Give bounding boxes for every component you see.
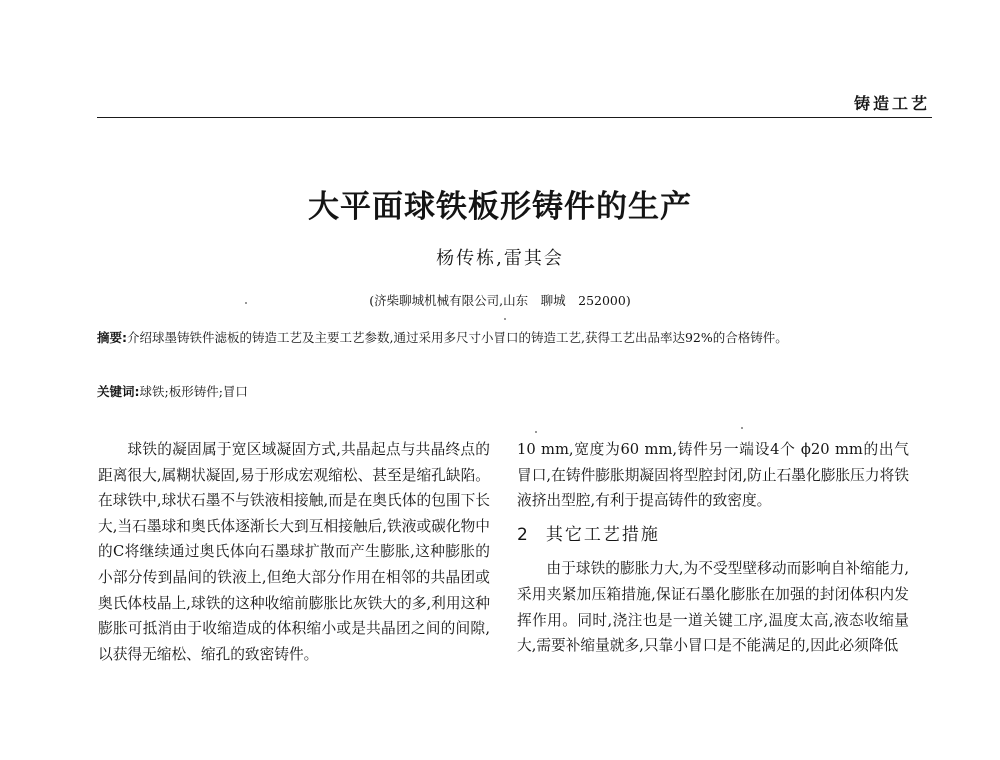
body-column-right	[517, 437, 909, 659]
section-title: 其它工艺措施	[545, 524, 660, 545]
article-title: 大平面球铁板形铸件的生产	[308, 189, 692, 225]
body-paragraph-continued: 10 mm,宽度为60 mm,铸件另一端设4个 ϕ20 mm的出气冒口,在铸件膨胀期凝固将型腔封闭,防止石墨化膨胀压力将铁液挤出型腔,有利于提高铸件的致密度。	[517, 441, 909, 510]
keywords-label: 关键词:	[97, 384, 140, 399]
journal-section-header: 铸造工艺	[853, 94, 930, 113]
keywords	[97, 382, 932, 402]
section-heading	[517, 523, 909, 549]
keywords-text: 球铁;板形铸件;冒口	[139, 384, 248, 399]
abstract-label: 摘要:	[97, 330, 127, 345]
body-paragraph: 由于球铁的膨胀力大,为不受型壁移动而影响自补缩能力,采用夹紧加压箱措施,保证石墨化膨胀在加强的封闭体积内发挥作用。同时,浇注也是一道关键工序,温度太高,液态收缩量大,需要补缩量就多,只靠小冒口是不能满足的,因此必须降低	[517, 560, 909, 655]
article-authors: 杨传栋,雷其会	[436, 248, 564, 269]
scan-speck	[741, 427, 743, 429]
body-column-left	[98, 437, 490, 667]
scan-speck	[504, 318, 506, 320]
abstract	[97, 327, 932, 349]
header-rule	[97, 117, 932, 118]
author-affiliation: (济柴聊城机械有限公司,山东 聊城 252000)	[369, 293, 631, 308]
abstract-text: 介绍球墨铸铁件滤板的铸造工艺及主要工艺参数,通过采用多尺寸小冒口的铸造工艺,获得工艺出品率达92%的合格铸件。	[127, 330, 788, 345]
scan-speck	[245, 302, 247, 304]
body-paragraph: 球铁的凝固属于宽区域凝固方式,共晶起点与共晶终点的距离很大,属糊状凝固,易于形成宏观缩松、甚至是缩孔缺陷。在球铁中,球状石墨不与铁液相接触,而是在奥氏体的包围下长大,当石墨球和奥氏体逐渐长大到互相接触后,铁液或碳化物中的C将继续通过奥氏体向石墨球扩散而产生膨胀,这种膨胀的小部分传到晶间的铁液上,但绝大部分作用在相邻的共晶团或奥氏体枝晶上,球铁的这种收缩前膨胀比灰铁大的多,利用这种膨胀可抵消由于收缩造成的体积缩小或是共晶团之间的间隙,以获得无缩松、缩孔的致密铸件。	[98, 441, 490, 663]
section-number: 2	[517, 524, 530, 545]
scan-speck	[535, 431, 537, 433]
